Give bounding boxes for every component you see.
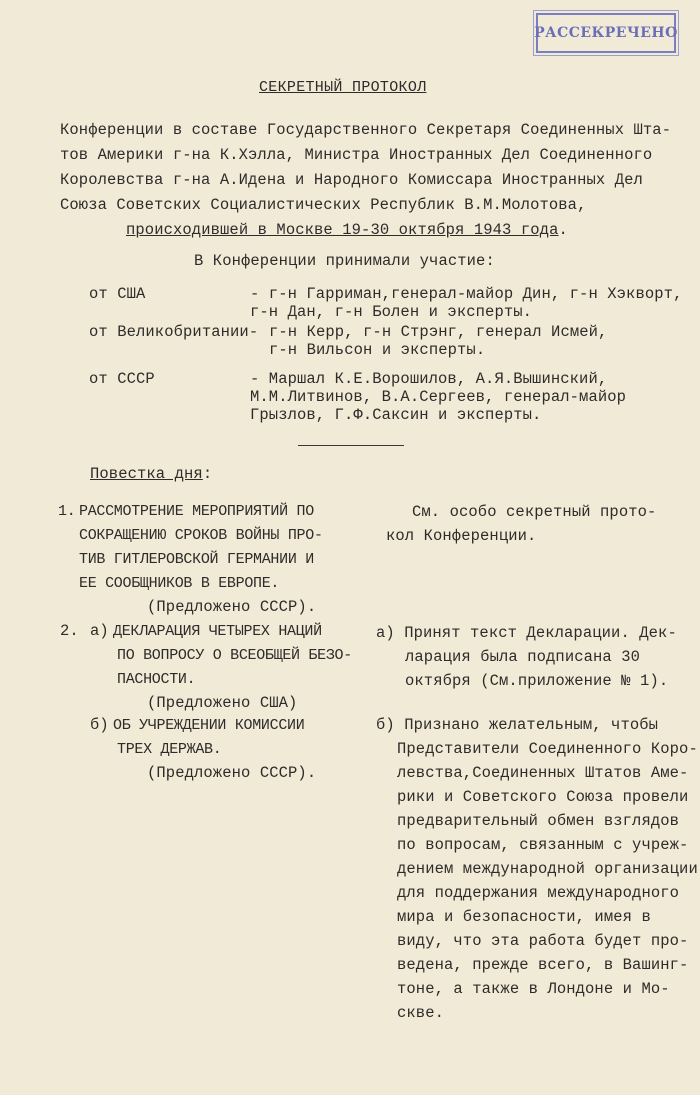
declassified-stamp: РАССЕКРЕЧЕНО [536,13,676,53]
agenda-item-2a-proposed: (Предложено США) [147,694,298,712]
agenda-item-line: ТРЕХ ДЕРЖАВ. [117,741,222,758]
agenda-item-line: ДЕКЛАРАЦИЯ ЧЕТЫРЕХ НАЦИЙ [113,623,322,640]
intro-line: Конференции в составе Государственного Секретаря Соединенных Шта- [60,121,672,139]
agenda-item-2b-result: левства,Соединенных Штатов Аме- [397,764,689,782]
agenda-item-2b-result: Представители Соединенного Коро- [397,740,698,758]
agenda-item-2a-result: а) Принят текст Декларации. Дек- [376,624,677,642]
agenda-item-2-number: 2. [60,622,79,640]
participants-heading: В Конференции принимали участие: [194,252,495,270]
agenda-item-2b-result: предварительный обмен взглядов [397,812,680,830]
agenda-item-1-proposed: (Предложено СССР). [147,598,317,616]
participant-line: г-н Вильсон и эксперты. [269,341,486,359]
agenda-item-line: ПО ВОПРОСУ О ВСЕОБЩЕЙ БЕЗО- [117,647,352,664]
participant-line: г-н Дан, г-н Болен и эксперты. [250,303,533,321]
agenda-item-2b-proposed: (Предложено СССР). [147,764,317,782]
agenda-item-line: ПАСНОСТИ. [117,671,196,688]
participant-line: г-н Керр, г-н Стрэнг, генерал Исмей, [269,323,608,341]
agenda-item-2b-result: тоне, а также в Лондоне и Мо- [397,980,670,998]
agenda-item-line: ЕЕ СООБЩНИКОВ В ЕВРОПЕ. [79,575,280,592]
participant-from-usa: от США [89,285,146,303]
agenda-heading-text: Повестка дня [90,465,203,483]
agenda-item-2a-result: ларация была подписана 30 [405,648,641,666]
agenda-item-1-result: кол Конференции. [386,527,537,545]
intro-line: Союза Советских Социалистических Республик В.М.Молотова, [60,196,587,214]
agenda-item-2b-result: виду, что эта работа будет про- [397,932,689,950]
agenda-item-2a-result: октября (См.приложение № 1). [405,672,669,690]
agenda-item-2b-result: скве. [397,1004,445,1022]
agenda-item-line: РАССМОТРЕНИЕ МЕРОПРИЯТИЙ ПО [79,503,314,520]
intro-line: Королевства г-на А.Идена и Народного Комиссара Иностранных Дел [60,171,643,189]
participant-from-ussr: от СССР [89,370,155,388]
participant-line: - г-н Гарриман,генерал-майор Дин, г-н Хэкворт, [250,285,683,303]
agenda-item-1-number: 1. [58,503,76,520]
conference-dates: происходившей в Москве 19-30 октября 1943 года [126,221,559,239]
section-divider [298,445,404,446]
agenda-item-line: ТИВ ГИТЛЕРОВСКОЙ ГЕРМАНИИ И [79,551,314,568]
participant-from-uk: от Великобритании- [89,323,259,341]
participant-line: Грызлов, Г.Ф.Саксин и эксперты. [250,406,542,424]
agenda-item-2b-result: рики и Советского Союза провели [397,788,689,806]
intro-line-last [60,219,700,244]
agenda-item-2b-result: по вопросам, связанным с учреж- [397,836,689,854]
intro-line: тов Америки г-на К.Хэлла, Министра Иностранных Дел Соединенного [60,146,653,164]
agenda-item-2b-result: ведена, прежде всего, в Вашинг- [397,956,689,974]
agenda-heading-colon: : [202,465,213,483]
agenda-item-2b-result: мира и безопасности, имея в [397,908,651,926]
agenda-item-2a-label: а) [90,622,109,640]
agenda-item-line: ОБ УЧРЕЖДЕНИИ КОМИССИИ [113,717,305,734]
agenda-item-2b-result: б) Признано желательным, чтобы [376,716,659,734]
participant-line: М.М.Литвинов, В.А.Сергеев, генерал-майор [250,388,627,406]
participant-line: - Маршал К.Е.Ворошилов, А.Я.Вышинский, [250,370,608,388]
agenda-item-2b-label: б) [90,716,109,734]
agenda-item-line: СОКРАЩЕНИЮ СРОКОВ ВОЙНЫ ПРО- [79,527,323,544]
intro-paragraph [60,119,700,244]
agenda-item-2b-result: дением международной организации [397,860,698,878]
document-title: СЕКРЕТНЫЙ ПРОТОКОЛ [259,79,427,96]
agenda-heading [90,463,212,486]
agenda-item-2b-result: для поддержания международного [397,884,680,902]
intro-period: . [558,221,568,239]
agenda-item-1-result: См. особо секретный прото- [412,503,657,521]
